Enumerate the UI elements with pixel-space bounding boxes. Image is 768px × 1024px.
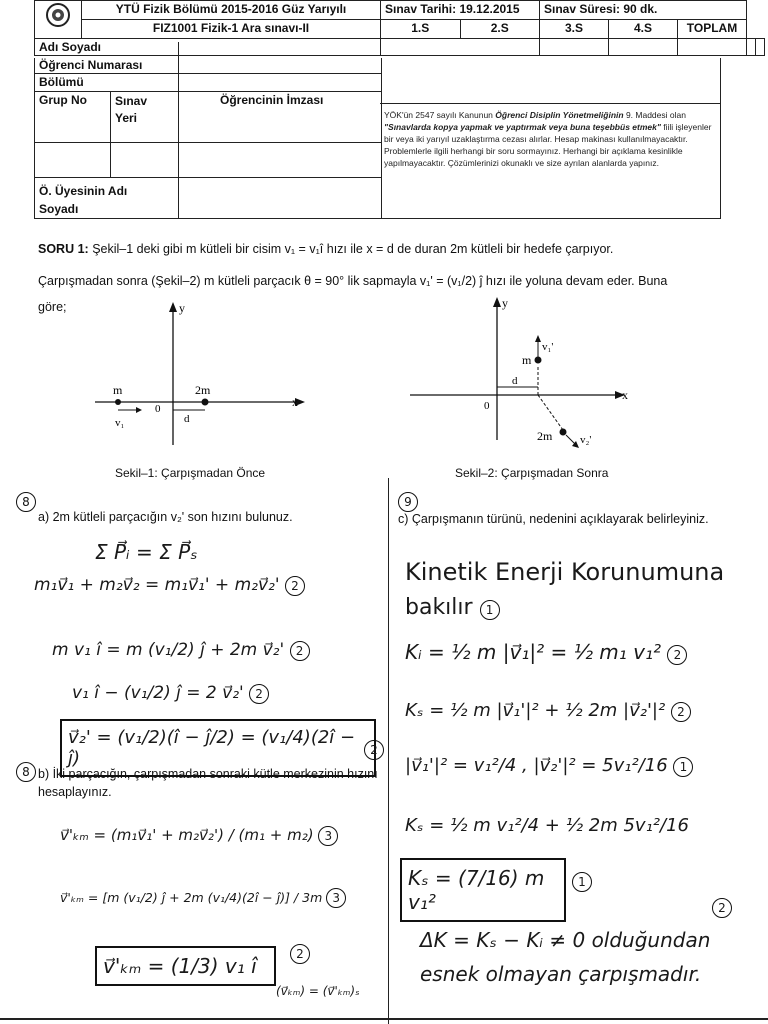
- dept-label: Bölümü: [39, 75, 84, 89]
- hw-b3-note: (v⃗ₖₘ) = (v⃗'ₖₘ)ₛ: [276, 984, 360, 998]
- hw-c2: bakılır 1: [405, 595, 500, 620]
- exam-duration: Sınav Süresi: 90 dk.: [540, 1, 747, 20]
- part-a-score: 8: [16, 492, 36, 512]
- hw-c8-score: 2: [712, 898, 732, 918]
- part-b-text: b) İki parçacığın, çarpışmadan sonraki kütle merkezinin hızını hesaplayınız.: [38, 767, 378, 799]
- part-c-score: 9: [398, 492, 418, 512]
- hw-b3-boxed: v⃗'ₖₘ = (1/3) v₁ î: [95, 946, 276, 986]
- hw-c9: esnek olmayan çarpışmadır.: [420, 962, 702, 986]
- member-label: Ö. Üyesinin Adı Soyadı: [39, 184, 128, 216]
- hw-c5: |v⃗₁'|² = v₁²/4 , |v⃗₂'|² = 5v₁²/16 1: [405, 755, 693, 777]
- question-line-1: Şekil–1 deki gibi m kütleli bir cisim v₁ = v₁î hızı ile x = d de duran 2m kütleli bir hedefe çarpıyor.: [92, 242, 614, 256]
- hw-c7-score: 1: [572, 872, 592, 892]
- law-text: YÖK'ün 2547 sayılı Kanunun Öğrenci Disiplin Yönetmeliğinin 9. Maddesi olan "Sınavlarda kopya yapmak ve yaptırmak veya buna teşebbüs etmek" fiili işleyenler bir veya iki yarıyıl uzaklaştırma cezası alırlar. Hesap makinası kullanılmayacaktır. Problemlerle ilgili herhangi bir soru sormayınız. Herhangi bir açıklama kesinlikle yapılmayacaktır. Çözümlerinizi okunaklı ve size ayrılan alanlarda yapınız.: [384, 110, 712, 168]
- question-line-2: Çarpışmadan sonra (Şekil–2) m kütleli parçacık θ = 90° lik sapmayla v₁' = (v₁/2) ĵ hızı ile yoluna devam eder. Buna: [38, 274, 668, 288]
- fig2-x-label: x: [622, 388, 628, 402]
- bottom-border: [0, 1018, 768, 1020]
- col-3s: 3.S: [540, 20, 609, 39]
- fig2-origin-label: 0: [484, 400, 490, 412]
- fig1-d-label: d: [184, 413, 190, 425]
- number-label: Öğrenci Numarası: [39, 58, 143, 72]
- name-label: Adı Soyadı: [35, 39, 381, 56]
- hw-c1: Kinetik Enerji Korunumuna: [405, 558, 725, 586]
- question-label: SORU 1:: [38, 242, 89, 256]
- question-line-3: göre;: [38, 300, 67, 314]
- exam-header-table: [34, 0, 765, 56]
- fig1-m-label: m: [113, 383, 123, 397]
- figure-1-caption: Sekil–1: Çarpışmadan Önce: [115, 466, 266, 480]
- part-c-text: c) Çarpışmanın türünü, nedenini açıklayarak belirleyiniz.: [398, 512, 709, 526]
- fig1-2m-label: 2m: [195, 383, 211, 397]
- fig2-2m-label: 2m: [537, 429, 553, 443]
- fig1-y-label: y: [179, 301, 185, 315]
- student-info-grid: [34, 58, 382, 219]
- fig2-m-label: m: [522, 353, 532, 367]
- hw-a3: m v₁ î = m (v₁/2) ĵ + 2m v⃗₂' 2: [52, 640, 310, 661]
- figure-1-diagram: [80, 300, 320, 450]
- hw-c7-boxed: Kₛ = (7/16) m v₁²: [400, 858, 566, 922]
- col-1s: 1.S: [381, 20, 461, 39]
- figure-2-diagram: [400, 295, 650, 450]
- hw-a1: Σ P⃗ᵢ = Σ P⃗ₛ: [95, 540, 198, 564]
- hw-b2: v⃗'ₖₘ = [m (v₁/2) ĵ + 2m (v₁/4)(2î − ĵ)] / 3m 3: [60, 888, 346, 908]
- col-2s: 2.S: [460, 20, 540, 39]
- fig2-v1p-label: v₁': [542, 341, 554, 353]
- university-logo: [35, 1, 82, 39]
- name-field[interactable]: [381, 39, 540, 56]
- hw-c4: Kₛ = ½ m |v⃗₁'|² + ½ 2m |v⃗₂'|² 2: [405, 700, 691, 722]
- fig1-mass-m: [115, 399, 121, 405]
- col-4s: 4.S: [609, 20, 678, 39]
- exam-date: Sınav Tarihi: 19.12.2015: [381, 1, 540, 20]
- fig1-origin-label: 0: [155, 403, 161, 415]
- part-a-text: a) 2m kütleli parçacığın v₂' son hızını bulunuz.: [38, 510, 293, 524]
- group-label: Grup No: [39, 93, 87, 107]
- fig1-mass-2m: [202, 399, 209, 406]
- signature-label: Öğrencinin İmzası: [220, 93, 324, 107]
- fig2-v2p-label: v₂': [580, 434, 592, 446]
- fig2-mass-2m: [560, 429, 567, 436]
- hw-c6: Kₛ = ½ m v₁²/4 + ½ 2m 5v₁²/16: [405, 815, 689, 836]
- hw-a2: m₁v⃗₁ + m₂v⃗₂ = m₁v⃗₁' + m₂v⃗₂' 2: [34, 575, 305, 596]
- hw-c3: Kᵢ = ½ m |v⃗₁|² = ½ m₁ v₁² 2: [405, 640, 687, 665]
- header-title-2: FIZ1001 Fizik-1 Ara sınavı-II: [82, 20, 381, 39]
- fig1-v1-label: v₁: [115, 417, 125, 429]
- hw-c8: ΔK = Kₛ − Kᵢ ≠ 0 olduğundan: [420, 928, 711, 952]
- hw-b3-score: 2: [290, 944, 310, 964]
- header-title-1: YTÜ Fizik Bölümü 2015-2016 Güz Yarıyılı: [82, 1, 381, 20]
- fig2-mass-m: [535, 357, 542, 364]
- hw-a5-boxed: v⃗₂' = (v₁/2)(î − ĵ/2) = (v₁/4)(2î − ĵ): [60, 719, 376, 777]
- score-3: [678, 39, 747, 56]
- hw-b1: v⃗'ₖₘ = (m₁v⃗₁' + m₂v⃗₂') / (m₁ + m₂) 3: [60, 826, 338, 846]
- score-2: [609, 39, 678, 56]
- score-4: [747, 39, 756, 56]
- part-b-score: 8: [16, 762, 36, 782]
- score-1: [540, 39, 609, 56]
- hw-a5-score: 2: [364, 740, 384, 760]
- university-seal-icon: [45, 2, 71, 28]
- col-total: TOPLAM: [678, 20, 747, 39]
- fig2-d-label: d: [512, 375, 518, 387]
- fig2-y-label: y: [502, 296, 508, 310]
- fig1-x-label: x: [292, 395, 298, 409]
- place-label: Sınav Yeri: [115, 94, 148, 125]
- hw-a4: v₁ î − (v₁/2) ĵ = 2 v⃗₂' 2: [72, 683, 269, 704]
- score-total: [756, 39, 765, 56]
- law-box: [380, 58, 721, 219]
- figure-2-caption: Sekil–2: Çarpışmadan Sonra: [455, 466, 609, 480]
- column-divider: [388, 478, 389, 1024]
